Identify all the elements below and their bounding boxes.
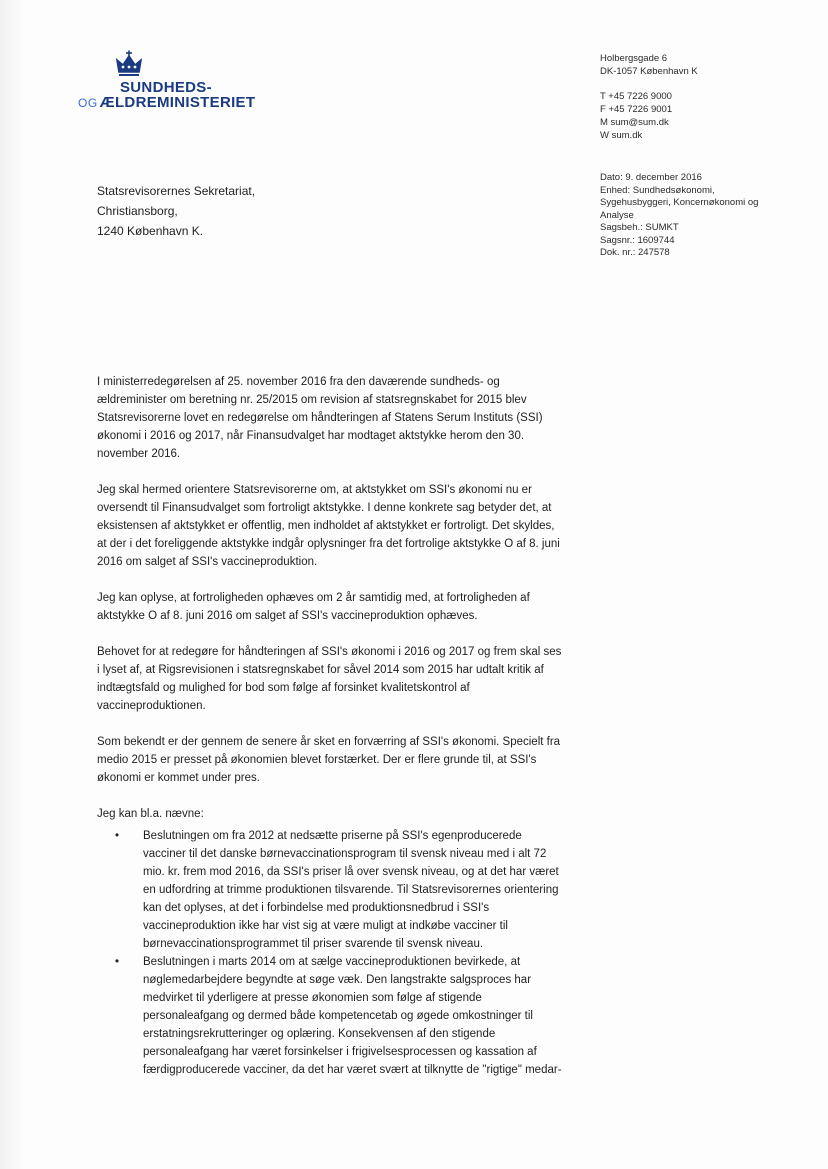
sender-address-line-2: DK-1057 København K [600, 66, 698, 77]
sender-fax: F +45 7226 9001 [600, 104, 673, 115]
sender-web: W sum.dk [600, 130, 643, 141]
paragraph-4: Behovet for at redegøre for håndteringen af SSI's økonomi i 2016 og 2017 og frem skal ses i lyset af, at Rigsrevisionen i statsregnskabet for såvel 2014 som 2015 har udtalt kritik af indtægtsfald og mulighed for bod som følge af forsinket kvalitetskontrol af vaccineproduktionen. [97, 646, 562, 712]
bullet-icon: • [115, 830, 120, 842]
paragraph-6: Jeg kan bl.a. nævne: [97, 808, 204, 820]
recipient-line-1: Statsrevisorernes Sekretariat, [97, 184, 256, 198]
list-item [115, 827, 562, 953]
sender-address-line-1: Holbergsgade 6 [600, 53, 668, 64]
list-item-text: Beslutningen om fra 2012 at nedsætte priserne på SSI's egenproducerede vacciner til det danske børnevaccinationsprogram til svensk niveau med i alt 72 mio. kr. frem mod 2016, da SSI's priser lå over svensk niveau, og at det har været en udfordring at trimme produktionen tilsvarende. Til Statsrevisorernes orientering kan det oplyses, at det i forbindelse med produktionsnedbrud i SSI's vaccineproduktion ikke har vist sig at være muligt at indkøbe vacciner til børnevaccinationsprogrammet til priser svarende til svensk niveau. [143, 830, 559, 950]
list-item-text: Beslutningen i marts 2014 om at sælge vaccineproduktionen bevirkede, at nøglemedarbejdere begyndte at søge væk. Den langstrakte salgsproces har medvirket til yderligere at presse økonomien som følge af stigende personaleafgang og dermed både kompetencetab og øgede omkostninger til erstatningsrekrutteringer og oplæring. Konsekvensen af den stigende personaleafgang har været forsinkelser i frigivelsesprocessen og kassation af færdigproducerede vacciner, da det har været svært at tilknytte de "rigtige" medar- [143, 956, 562, 1076]
reasons-list [97, 827, 562, 1079]
recipient-line-3: 1240 København K. [97, 224, 204, 238]
ministry-logo [78, 50, 278, 110]
crown-icon [114, 50, 144, 78]
logo-og: OG [78, 96, 98, 110]
paragraph-3: Jeg kan oplyse, at fortroligheden ophæves om 2 år samtidig med, at fortroligheden af aktstykke O af 8. juni 2016 om salget af SSI's vaccineproduktion ophæves. [97, 592, 530, 622]
case-number: Sagsnr.: 1609744 [600, 234, 675, 246]
recipient-address [97, 181, 255, 241]
recipient-line-2: Christiansborg, [97, 204, 178, 218]
document-number: Dok. nr.: 247578 [600, 247, 670, 258]
scan-edge-shade [0, 0, 24, 1169]
bullet-icon: • [115, 956, 120, 968]
sender-mail: M sum@sum.dk [600, 117, 669, 128]
sender-phone: T +45 7226 9000 [600, 91, 672, 102]
list-item [115, 953, 562, 1079]
letter-date: Dato: 9. december 2016 [600, 172, 702, 183]
logo-ministry-name: ÆLDREMINISTERIET [99, 94, 256, 111]
logo-line-2 [78, 94, 255, 111]
paragraph-1: I ministerredegørelsen af 25. november 2016 fra den daværende sundheds- og ældreminister om beretning nr. 25/2015 om revision af statsregnskabet for 2015 blev Statsrevisorerne lovet en redegørelse om håndteringen af Statens Serum Instituts (SSI) økonomi i 2016 og 2017, når Finansudvalget har modtaget aktstykke herom den 30. november 2016. [97, 376, 543, 460]
logo-line-1: SUNDHEDS- [120, 79, 212, 96]
sender-contact-block [600, 52, 698, 142]
paragraph-2: Jeg skal hermed orientere Statsrevisorerne om, at aktstykket om SSI's økonomi nu er oversendt til Finansudvalget som fortroligt aktstykke. I denne konkrete sag betyder det, at eksistensen af aktstykket er offentlig, men indholdet af aktstykket er fortroligt. Det skyldes, at der i det foreliggende aktstykke indgår oplysninger fra det fortrolige aktstykke O af 8. juni 2016 om salget af SSI's vaccineproduktion. [97, 484, 560, 568]
letter-body [97, 373, 562, 1079]
case-handler: Sagsbeh.: SUMKT [600, 222, 679, 233]
document-metadata [600, 172, 770, 260]
paragraph-5: Som bekendt er der gennem de senere år sket en forværring af SSI's økonomi. Specielt fra medio 2015 er presset på økonomien blevet forstærket. Der er flere grunde til, at SSI's økonomi er kommet under pres. [97, 736, 561, 784]
unit-field: Enhed: Sundhedsøkonomi, Sygehusbyggeri, Koncernøkonomi og Analyse [600, 184, 759, 221]
